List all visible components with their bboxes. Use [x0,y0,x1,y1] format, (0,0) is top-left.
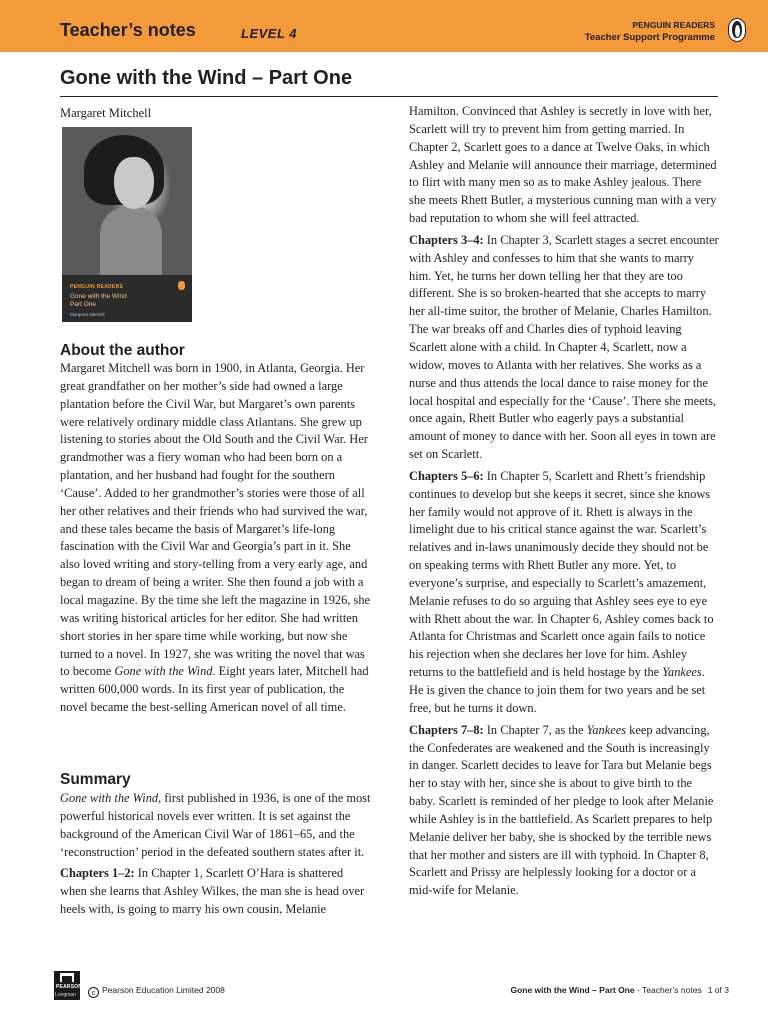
teachers-notes-label: Teacher’s notes [60,20,196,40]
cover-face-shape [114,157,154,209]
summary-intro-text: , first published in 1936, is one of the most powerful historical novels ever written. It is set against the background of the American Civil War of 1861–65, and the ‘reconstruction’ period in the defeated southern states after it. [60,791,371,859]
chapters-7-8-text: In Chapter 7, as the [483,722,587,737]
footer-title: Gone with the Wind – Part One [510,985,635,995]
footer-subtitle: - Teacher’s notes [634,985,702,995]
brand-block [585,20,715,43]
cover-title-line1: Gone with the Wind [70,293,127,300]
chapters-1-2-label: Chapters 1–2: [60,866,135,881]
page-footer [0,966,768,1006]
chapters-5-6-text: In Chapter 5, Scarlett and Rhett’s friendship continues to develop but she keeps it secret, since she knows her family would not approve of it. Rhett is always in the limelight due to his critical stance against the war. Scarlett’s relatives and in-laws unanimously decide they should not be on speaking terms with Rhett Butler any more. Yet, to everyone’s surprise, and especially to Scarlett’s amazement, Melanie refuses to do so arguing that Ashley sees eye to eye with Rhett about the war. In Chapter 6, Ashley comes back to Atlanta for Christmas and Scarlett once again fails to notice his rejection when she declares her love for him. Ashley returns to the battlefield and is held hostage by the [409,468,714,680]
page-title: Gone with the Wind – Part One [60,67,353,89]
summary-intro [60,790,372,861]
copyright-text: Pearson Education Limited 2008 [102,985,225,995]
title-divider [60,96,718,97]
cover-author: Margaret Mitchell [70,312,105,317]
chapters-5-6-text-end: . He is given the chance to join them for two years and be set free, but he turns it down. [409,665,706,715]
chapters-7-8-yankees: Yankees [586,722,627,737]
footer-doc-info [510,985,729,995]
cover-series-label: PENGUIN READERS [70,284,124,290]
chapters-3-4-text: In Chapter 3, Scarlett stages a secret encounter with Ashley and confesses to him that she wants to marry him. Yet, he turns her down telling her that they are too different. She is so broken-hearted that she accepts to marry her all-time suitor, the brother of Melanie, Charles Hamilton. The war breaks off and Charles dies of typhoid leaving Scarlett alone with a child. In Chapter 4, Scarlett, now a widow, moves to Atlanta with her relatives. She works as a nurse and thus attends the local dance to raise money for the local hospital and especially for the ‘Cause’. There she meets, once again, Rhett Butler who eagerly pays a substantial amount of money to dance with her. Soon all eyes in town are set on Scarlett. [409,232,719,462]
book-cover-image [62,127,192,322]
chapters-7-8-paragraph [409,722,719,900]
about-heading: About the author [60,342,185,359]
about-book-title: Gone with the Wind [114,664,213,679]
penguin-logo-icon [728,18,746,42]
summary-book-title: Gone with the Wind [60,791,159,805]
chapters-1-2-continued: Hamilton. Convinced that Ashley is secretly in love with her, Scarlett will try to prevent him from getting married. In Chapter 2, Scarlett goes to a dance at Twelve Oaks, in which Ashley and Melanie will announce their marriage, determined to flirt with many men so as to make Ashley jealous. There she meets Rhett Butler, a mysterious cunning man with a very bad reputation to whom she will feel attracted. [409,104,717,226]
about-text [60,360,372,717]
chapters-1-2-text: In Chapter 1, Scarlett O’Hara is shattered when she learns that Ashley Wilkes, the man she is head over heels with, is going to marry his own cousin, Melanie [60,866,365,917]
copyright-notice [88,985,225,998]
level-label: LEVEL 4 [241,26,298,41]
chapters-7-8-label: Chapters 7–8: [409,722,484,737]
brand-name: PENGUIN READERS [632,20,715,30]
header-bar [0,0,768,52]
pearson-logo-icon [54,971,83,1000]
brand-programme: Teacher Support Programme [584,31,715,43]
copyright-icon: c [88,987,99,998]
author-name: Margaret Mitchell [60,106,152,120]
logo-ship-shape [60,973,74,982]
summary-heading: Summary [60,771,131,788]
logo-word-longman: Longman [55,992,76,998]
cover-title-line2: Part One [70,301,97,308]
page-number: 1 of 3 [707,985,729,995]
about-text-before: Margaret Mitchell was born in 1900, in Atlanta, Georgia. Her great grandfather on her mother’s side had owned a large plantation before the Civil War, but Margaret’s own parents were relatively ordinary middle class Atlantans. She grew up listening to stories about the Old South and the Civil War. Her grandmother was a fiery woman who had been born on a plantation, and her husband had fought for the southern ‘Cause’. Added to her grandmother’s stories were those of all her other relatives and their friends who had survived the war, and these tales became the basis of Margaret’s life-long fascination with the Civil War and Georgia’s part in it. She also loved writing and story-telling from a very early age, and began to dream of being a writer. She then found a job with a local magazine. By the time she left the magazine in 1926, she was writing historical articles for her editor. She had written short stories in her spare time while working, but now she turned to a novel. In 1927, she was writing the novel that was to become [60,361,371,679]
chapters-5-6-label: Chapters 5–6: [409,468,484,483]
chapters-1-2-paragraph [60,865,372,919]
cover-penguin-icon [178,281,185,290]
chapters-3-4-paragraph [409,232,719,464]
cover-title [70,293,127,309]
chapters-5-6-yankees: Yankees [662,665,702,680]
about-text-after: . Eight years later, Mitchell had written 600,000 words. In its first year of publication, the novel became the best-selling American novel of all time. [60,664,369,715]
chapters-3-4-label: Chapters 3–4: [409,232,484,247]
chapters-7-8-text-end: keep advancing, the Confederates are weakened and the South is increasingly in danger. Scarlett decides to leave for Tara but Melanie begs her to stay with her, since she is about to give birth to the baby. Scarlett is reminded of her pledge to look after Melanie while Ashley is in the battlefield. As Scarlett prepares to help Melanie deliver her baby, she is shocked by the terrible news that her mother and sisters are ill with typhoid. In Chapter 8, Scarlett and Prissy are helplessly looking for a doctor or a mid-wife for Melanie. [409,722,714,898]
chapters-5-6-paragraph [409,468,719,718]
cover-shoulders-shape [100,207,162,277]
about-paragraph [60,360,372,717]
summary-right-column [409,103,719,900]
summary-left-column [60,790,372,919]
logo-word-pearson: PEARSON [56,984,83,990]
